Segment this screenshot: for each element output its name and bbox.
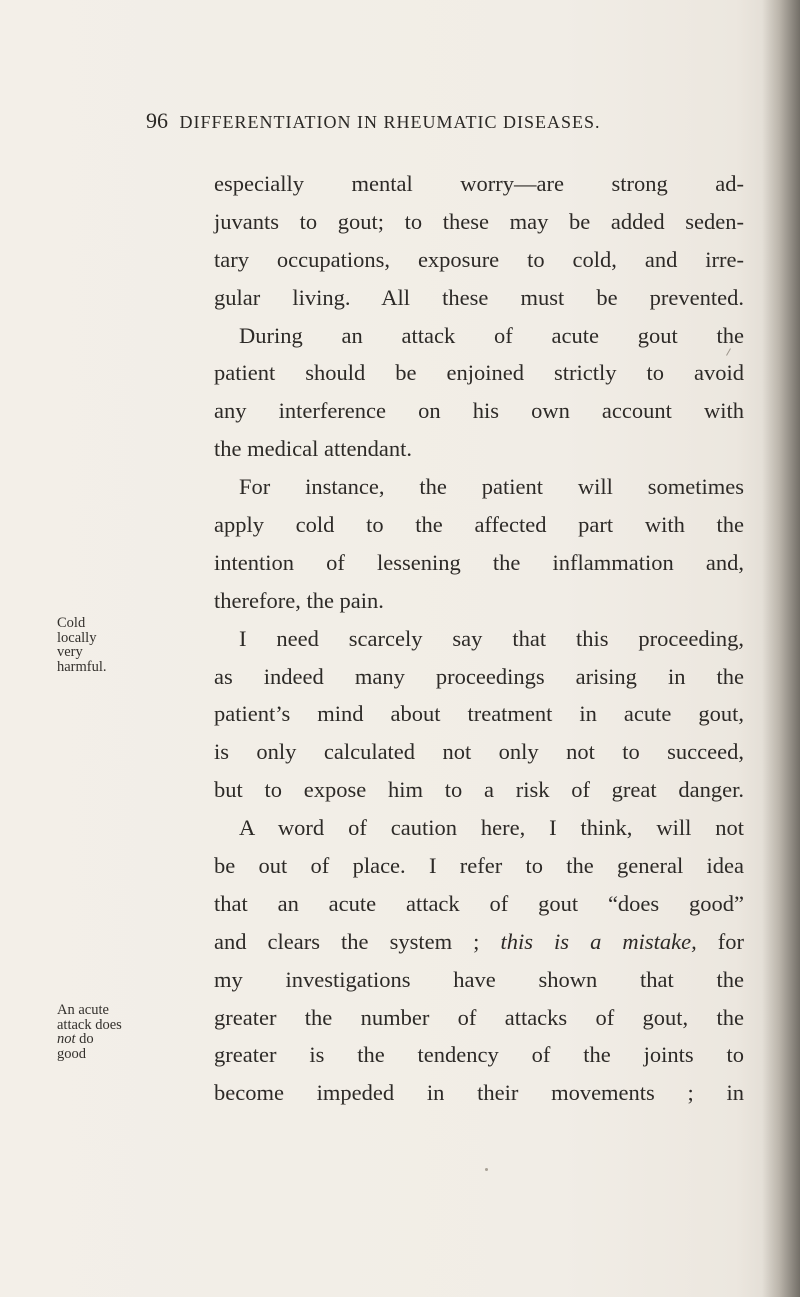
paper-speck — [485, 1168, 488, 1171]
text-line: the medical attendant. — [214, 436, 413, 462]
text-line: especially mental worry—are strong ad- — [214, 171, 744, 196]
margin-note-line: Cold — [57, 615, 86, 631]
text-line: patient’s mind about treatment in acute gout, — [214, 701, 744, 727]
text-line: apply cold to the affected part with the — [214, 512, 744, 538]
text-line: is only calculated not only not to succeed, — [214, 739, 744, 765]
page-edge-shadow — [762, 0, 800, 1297]
text-line: intention of lessening the inflammation and, — [214, 549, 744, 575]
margin-note-line: locally — [57, 629, 97, 646]
page-number: 96 — [146, 108, 168, 133]
text-line: gular living. All these must be prevented. — [214, 284, 744, 310]
text-line: but to expose him to a risk of great danger. — [214, 777, 744, 803]
text-line: be out of place. I refer to the general idea — [214, 853, 744, 879]
body-text — [214, 165, 744, 1112]
margin-note-line: An acute — [57, 1002, 109, 1018]
text-line: that an acute attack of gout “does good” — [214, 890, 744, 916]
text-line: therefore, the pain. — [214, 587, 384, 613]
text-line: patient should be enjoined strictly to avoid — [214, 360, 744, 386]
margin-note-line: attack does — [57, 1016, 122, 1033]
text-line: For instance, the patient will sometimes — [239, 474, 744, 500]
margin-note-acute-attack — [57, 1003, 157, 1061]
text-line: my investigations have shown that the — [214, 966, 744, 992]
text-line-end: for — [717, 928, 745, 954]
text-line: any interference on his own account with — [214, 398, 744, 424]
margin-note-line: very — [57, 644, 83, 660]
text-line: greater is the tendency of the joints to — [214, 1042, 744, 1068]
text-line: juvants to gout; to these may be added seden- — [214, 208, 744, 234]
italic-phrase: this is a mistake, — [500, 928, 697, 954]
text-line: tary occupations, exposure to cold, and irre- — [214, 246, 744, 272]
running-header — [146, 108, 742, 148]
text-line: as indeed many proceedings arising in the — [214, 663, 744, 689]
margin-note-line — [57, 1032, 157, 1047]
margin-note-word: do — [79, 1031, 94, 1047]
text-line: I need scarcely say that this proceeding, — [239, 625, 744, 651]
text-line: greater the number of attacks of gout, the — [214, 1004, 744, 1030]
text-line: During an attack of acute gout the — [239, 322, 744, 348]
margin-note-cold — [57, 616, 157, 674]
margin-note-italic: not — [57, 1031, 76, 1047]
running-title: DIFFERENTIATION IN RHEUMATIC DISEASES. — [179, 112, 601, 132]
text-line — [214, 923, 744, 961]
margin-note-line: good — [57, 1045, 86, 1062]
text-line: become impeded in their movements ; in — [214, 1080, 744, 1106]
margin-note-line: harmful. — [57, 658, 107, 675]
text-line: A word of caution here, I think, will not — [239, 815, 744, 841]
text-line-start: and clears the system ; — [214, 928, 480, 954]
